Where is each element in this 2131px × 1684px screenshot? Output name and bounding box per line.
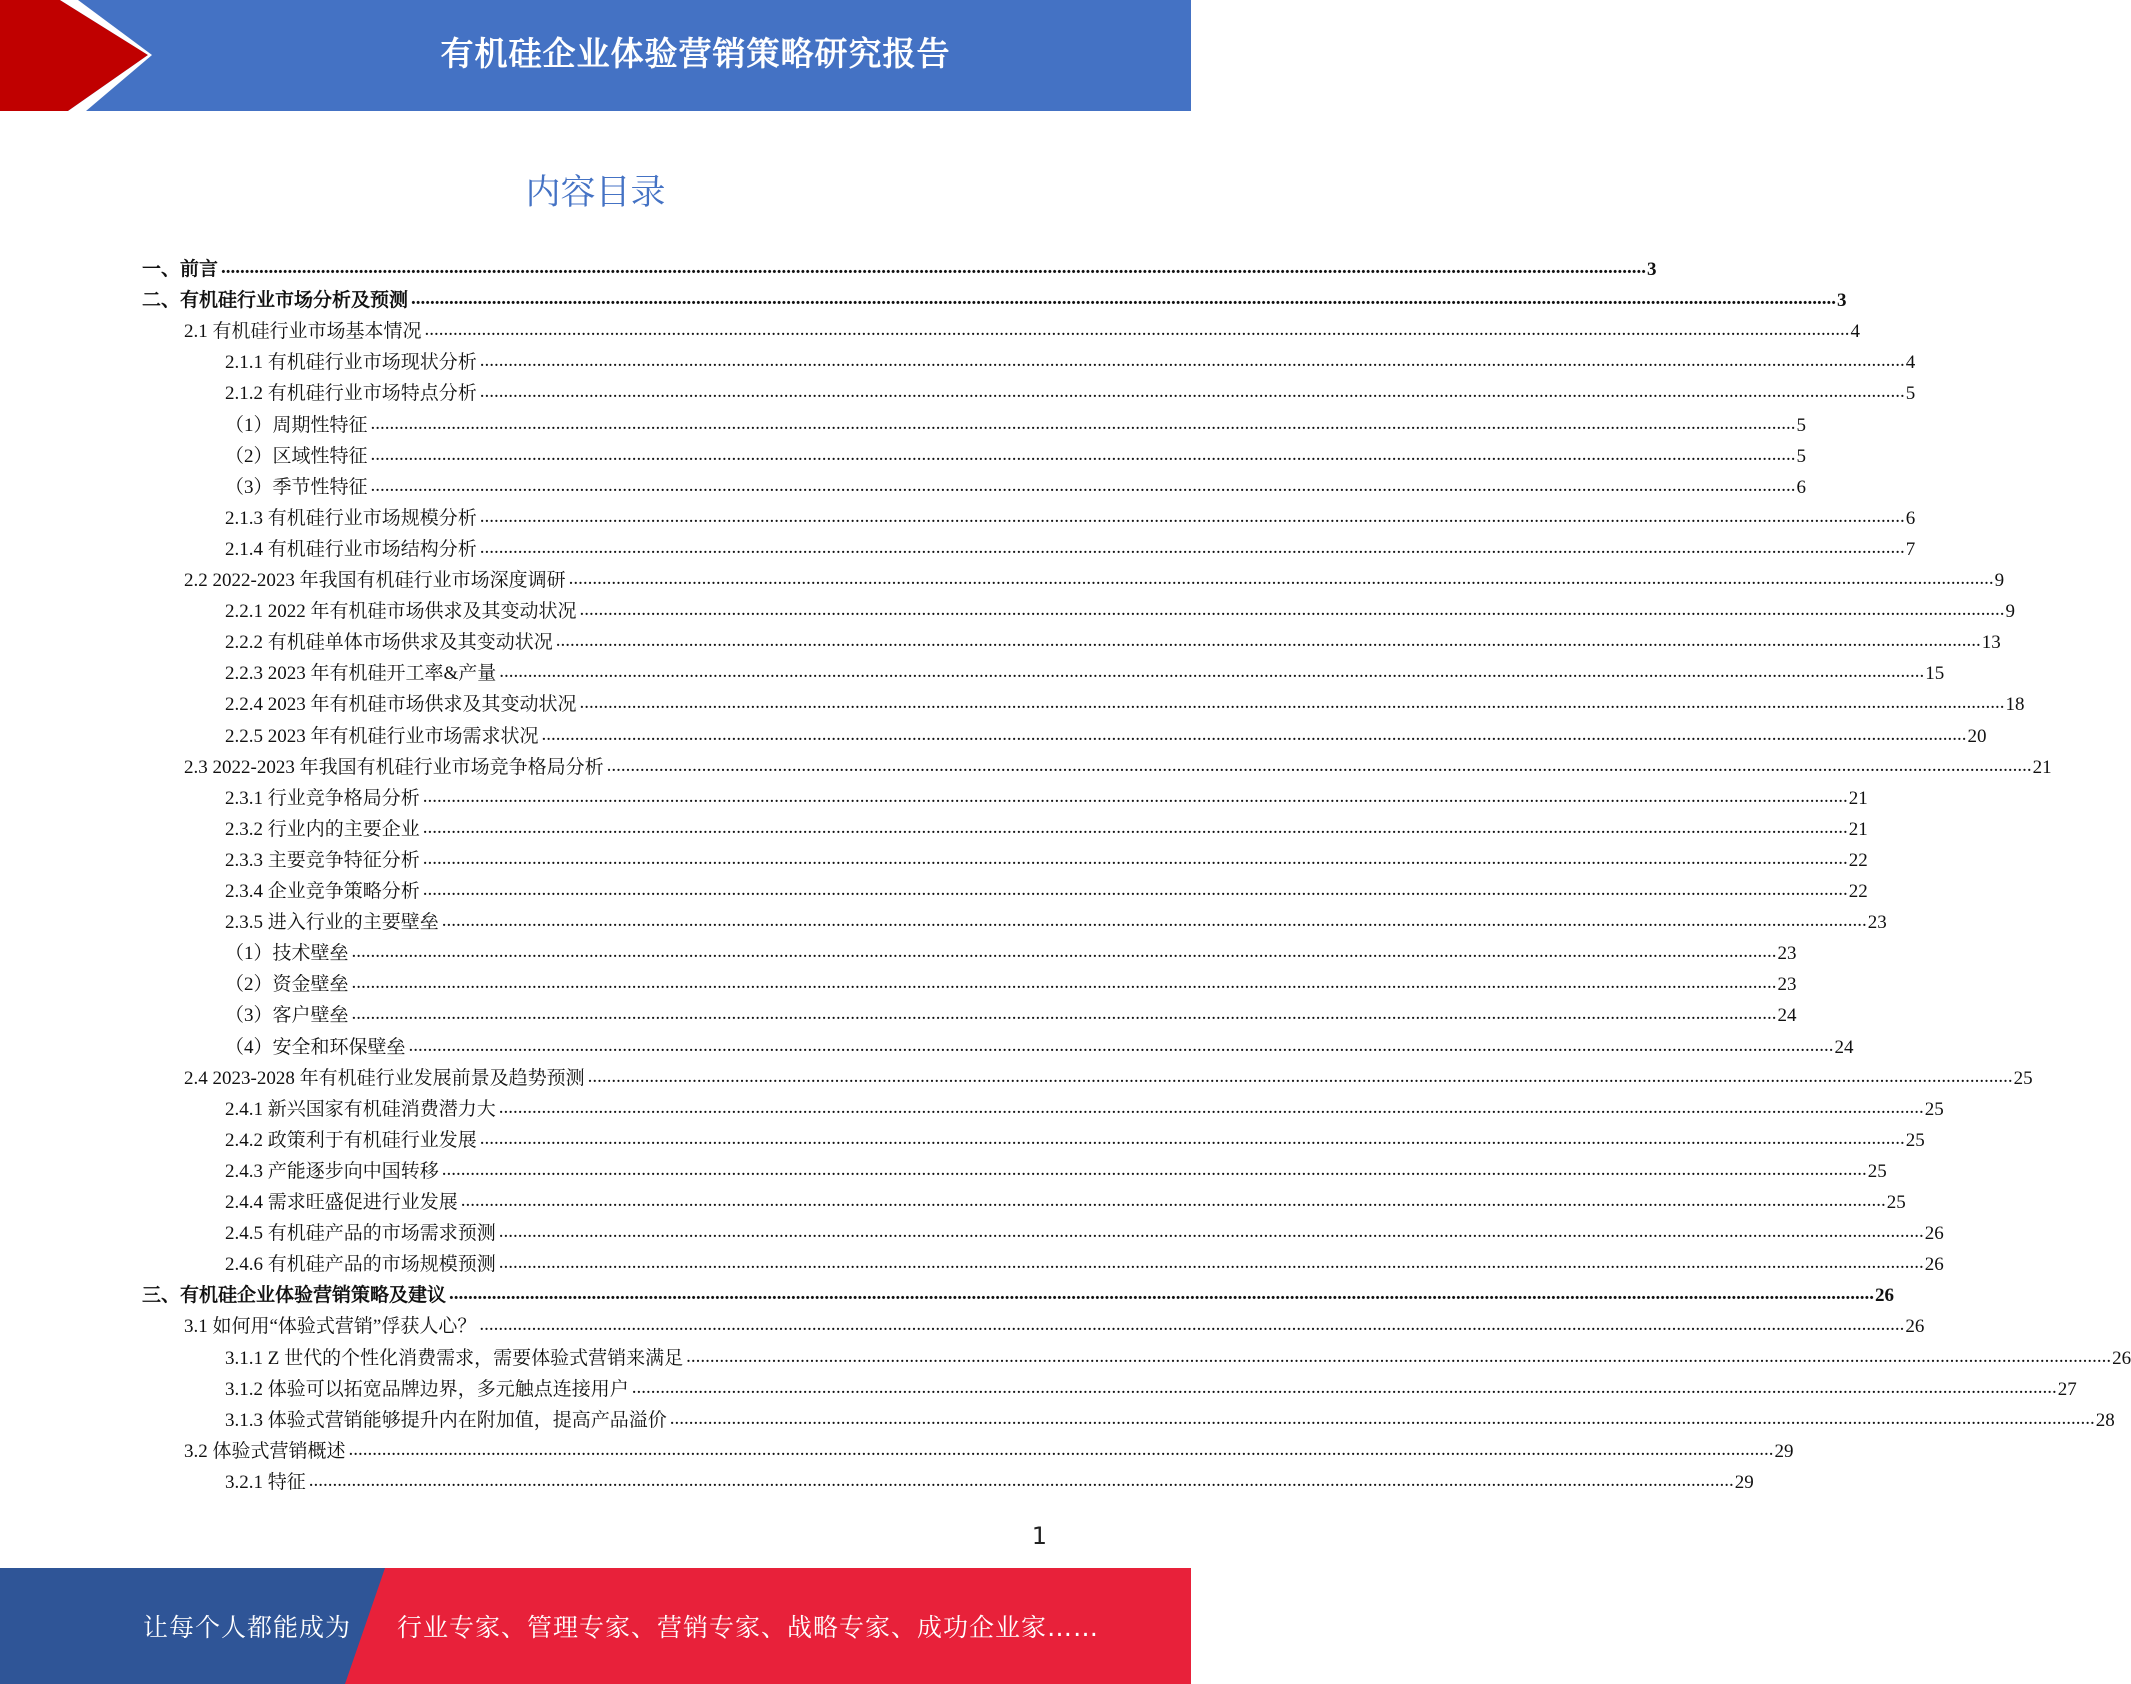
toc-entry-title: （3）季节性特征 (225, 477, 368, 498)
toc-entry[interactable] (225, 378, 1916, 409)
toc-entry-page: 29 (1774, 1441, 1794, 1462)
toc-leader-dots: ............................................................................................................................................................................................................................................................................................................ (498, 1252, 1924, 1273)
toc-entry-page: 4 (1850, 321, 1861, 342)
toc-leader-dots: ............................................................................................................................................................................................................................................................................................................ (411, 288, 1837, 309)
toc-entry-page: 29 (1734, 1472, 1754, 1493)
toc-entry-page: 23 (1777, 943, 1797, 964)
toc-entry-title: 2.1.3 有机硅行业市场规模分析 (225, 508, 477, 529)
toc-entry[interactable] (225, 783, 1868, 814)
toc-entry-page: 13 (1981, 632, 2001, 653)
toc-entry[interactable] (225, 969, 1797, 1000)
toc-entry-title: （4）安全和环保壁垒 (225, 1037, 406, 1058)
toc-leader-dots: ............................................................................................................................................................................................................................................................................................................ (669, 1408, 2095, 1429)
toc-leader-dots: ............................................................................................................................................................................................................................................................................................................ (499, 661, 1925, 682)
toc-leader-dots: ............................................................................................................................................................................................................................................................................................................ (606, 755, 2032, 776)
toc-entry-title: 一、前言 (142, 259, 219, 280)
toc-entry-page: 24 (1777, 1005, 1797, 1026)
toc-entry-title: 2.3.4 企业竞争策略分析 (225, 881, 420, 902)
toc-leader-dots: ............................................................................................................................................................................................................................................................................................................ (441, 910, 1867, 931)
toc-leader-dots: ............................................................................................................................................................................................................................................................................................................ (370, 444, 1796, 465)
toc-entry[interactable] (225, 814, 1868, 845)
toc-entry-page: 25 (1867, 1161, 1887, 1182)
toc-leader-dots: ............................................................................................................................................................................................................................................................................................................ (686, 1346, 2112, 1367)
toc-entry[interactable] (142, 285, 1847, 316)
toc-entry[interactable] (184, 1311, 1925, 1342)
toc-entry-page: 25 (1886, 1192, 1906, 1213)
toc-entry-page: 18 (2005, 694, 2025, 715)
toc-entry-page: 6 (1796, 477, 1807, 498)
toc-entry-page: 6 (1905, 508, 1916, 529)
toc-entry-title: 2.1 有机硅行业市场基本情况 (184, 321, 422, 342)
toc-entry[interactable] (225, 1343, 2131, 1374)
toc-entry-page: 9 (2005, 601, 2016, 622)
toc-entry[interactable] (225, 534, 1916, 565)
footer-roles: 行业专家、管理专家、营销专家、战略专家、成功企业家…… (397, 1613, 1100, 1642)
toc-leader-dots: ............................................................................................................................................................................................................................................................................................................ (308, 1470, 1734, 1491)
toc-entry-page: 26 (1905, 1316, 1925, 1337)
toc-entry[interactable] (225, 1000, 1797, 1031)
toc-entry-page: 21 (1848, 788, 1868, 809)
toc-leader-dots: ............................................................................................................................................................................................................................................................................................................ (479, 537, 1905, 558)
toc-entry[interactable] (225, 1218, 1944, 1249)
toc-leader-dots: ............................................................................................................................................................................................................................................................................................................ (441, 1159, 1867, 1180)
toc-entry-page: 9 (1994, 570, 2005, 591)
toc-entry-title: （1）周期性特征 (225, 415, 368, 436)
toc-entry-page: 28 (2095, 1410, 2115, 1431)
toc-entry-page: 25 (2013, 1068, 2033, 1089)
toc-entry[interactable] (225, 1156, 1887, 1187)
toc-entry[interactable] (184, 1063, 2033, 1094)
toc-entry-title: 二、有机硅行业市场分析及预测 (142, 290, 409, 311)
toc-entry[interactable] (225, 1467, 1754, 1498)
toc-entry-title: （1）技术壁垒 (225, 943, 349, 964)
toc-entry-title: 2.4.2 政策利于有机硅行业发展 (225, 1130, 477, 1151)
toc-entry-page: 26 (1875, 1285, 1895, 1306)
toc-entry-title: 2.2.1 2022 年有机硅市场供求及其变动状况 (225, 601, 577, 622)
toc-entry[interactable] (225, 410, 1807, 441)
toc-leader-dots: ............................................................................................................................................................................................................................................................................................................ (221, 257, 1647, 278)
toc-entry-page: 26 (2112, 1348, 2131, 1369)
toc-entry[interactable] (225, 1094, 1944, 1125)
toc-entry-page: 26 (1924, 1223, 1944, 1244)
toc-leader-dots: ............................................................................................................................................................................................................................................................................................................ (408, 1035, 1834, 1056)
toc-entry-title: （3）客户壁垒 (225, 1005, 349, 1026)
toc-entry-page: 22 (1848, 881, 1868, 902)
toc-entry-title: 2.2.2 有机硅单体市场供求及其变动状况 (225, 632, 553, 653)
toc-leader-dots: ............................................................................................................................................................................................................................................................................................................ (351, 941, 1777, 962)
toc-entry[interactable] (225, 627, 2001, 658)
toc-entry[interactable] (225, 1249, 1944, 1280)
toc-entry[interactable] (184, 316, 1861, 347)
toc-entry-title: 2.2.4 2023 年有机硅市场供求及其变动状况 (225, 694, 577, 715)
toc-leader-dots: ............................................................................................................................................................................................................................................................................................................ (479, 350, 1905, 371)
toc-entry[interactable] (225, 1125, 1925, 1156)
toc-entry-page: 26 (1924, 1254, 1944, 1275)
toc-leader-dots: ............................................................................................................................................................................................................................................................................................................ (587, 1066, 2013, 1087)
toc-entry-page: 3 (1647, 259, 1657, 280)
toc-entry-page: 27 (2057, 1379, 2077, 1400)
toc-entry-title: 2.1.2 有机硅行业市场特点分析 (225, 383, 477, 404)
report-header (0, 0, 1191, 111)
toc-entry-title: 2.4 2023-2028 年有机硅行业发展前景及趋势预测 (184, 1068, 585, 1089)
toc-entry[interactable] (225, 938, 1797, 969)
toc-heading: 内容目录 (525, 173, 666, 213)
toc-leader-dots: ............................................................................................................................................................................................................................................................................................................ (460, 1190, 1886, 1211)
toc-leader-dots: ............................................................................................................................................................................................................................................................................................................ (479, 1314, 1905, 1335)
toc-entry[interactable] (225, 1374, 2077, 1405)
toc-entry-title: 2.4.5 有机硅产品的市场需求预测 (225, 1223, 496, 1244)
toc-entry[interactable] (225, 596, 2016, 627)
report-title: 有机硅企业体验营销策略研究报告 (440, 34, 951, 73)
toc-entry-title: 2.2.5 2023 年有机硅行业市场需求状况 (225, 726, 539, 747)
toc-entry[interactable] (142, 254, 1657, 285)
toc-leader-dots: ............................................................................................................................................................................................................................................................................................................ (555, 630, 1981, 651)
toc-entry-title: 3.1.3 体验式营销能够提升内在附加值，提高产品溢价 (225, 1410, 667, 1431)
toc-entry-page: 5 (1796, 415, 1807, 436)
toc-leader-dots: ............................................................................................................................................................................................................................................................................................................ (422, 879, 1848, 900)
toc-leader-dots: ............................................................................................................................................................................................................................................................................................................ (370, 413, 1796, 434)
toc-leader-dots: ............................................................................................................................................................................................................................................................................................................ (579, 599, 2005, 620)
toc-entry[interactable] (225, 721, 1987, 752)
toc-entry-page: 25 (1905, 1130, 1925, 1151)
toc-entry-title: 2.4.4 需求旺盛促进行业发展 (225, 1192, 458, 1213)
toc-entry-page: 21 (2032, 757, 2052, 778)
toc-leader-dots: ............................................................................................................................................................................................................................................................................................................ (631, 1377, 2057, 1398)
toc-leader-dots: ............................................................................................................................................................................................................................................................................................................ (479, 506, 1905, 527)
toc-leader-dots: ............................................................................................................................................................................................................................................................................................................ (498, 1097, 1924, 1118)
toc-leader-dots: ............................................................................................................................................................................................................................................................................................................ (479, 381, 1905, 402)
toc-entry-title: 三、有机硅企业体验营销策略及建议 (142, 1285, 447, 1306)
toc-entry[interactable] (225, 503, 1916, 534)
toc-leader-dots: ............................................................................................................................................................................................................................................................................................................ (422, 848, 1848, 869)
toc-entry[interactable] (225, 876, 1868, 907)
toc-entry-page: 20 (1967, 726, 1987, 747)
footer-slogan: 让每个人都能成为 (143, 1613, 352, 1642)
footer-banner (0, 1568, 1191, 1684)
toc-entry-page: 25 (1924, 1099, 1944, 1120)
toc-entry-title: 3.1 如何用“体验式营销”俘获人心？ (184, 1316, 477, 1337)
toc-leader-dots: ............................................................................................................................................................................................................................................................................................................ (370, 475, 1796, 496)
toc-entry-title: 2.2.3 2023 年有机硅开工率&产量 (225, 663, 497, 684)
toc-leader-dots: ............................................................................................................................................................................................................................................................................................................ (348, 1439, 1774, 1460)
toc-leader-dots: ............................................................................................................................................................................................................................................................................................................ (479, 1128, 1905, 1149)
toc-entry-title: 2.3.5 进入行业的主要壁垒 (225, 912, 439, 933)
toc-entry-page: 15 (1925, 663, 1945, 684)
toc-entry-page: 23 (1777, 974, 1797, 995)
toc-entry-page: 4 (1905, 352, 1916, 373)
toc-entry[interactable] (184, 565, 2005, 596)
toc-leader-dots: ............................................................................................................................................................................................................................................................................................................ (579, 692, 2005, 713)
toc-entry[interactable] (225, 472, 1807, 503)
toc-entry-title: 2.2 2022-2023 年我国有机硅行业市场深度调研 (184, 570, 566, 591)
toc-entry-title: 2.3 2022-2023 年我国有机硅行业市场竞争格局分析 (184, 757, 604, 778)
toc-entry[interactable] (184, 752, 2052, 783)
toc-entry[interactable] (225, 907, 1887, 938)
toc-entry[interactable] (225, 658, 1945, 689)
toc-leader-dots: ............................................................................................................................................................................................................................................................................................................ (498, 1221, 1924, 1242)
toc-entry-page: 5 (1796, 446, 1807, 467)
toc-entry-title: 3.2.1 特征 (225, 1472, 306, 1493)
toc-entry-title: （2）资金壁垒 (225, 974, 349, 995)
toc-leader-dots: ............................................................................................................................................................................................................................................................................................................ (449, 1283, 1875, 1304)
toc-entry-page: 24 (1834, 1037, 1854, 1058)
toc-entry[interactable] (225, 347, 1916, 378)
toc-entry-title: 2.3.3 主要竞争特征分析 (225, 850, 420, 871)
toc-entry-page: 21 (1848, 819, 1868, 840)
toc-leader-dots: ............................................................................................................................................................................................................................................................................................................ (541, 724, 1967, 745)
toc-entry[interactable] (225, 1032, 1854, 1063)
toc-leader-dots: ............................................................................................................................................................................................................................................................................................................ (568, 568, 1994, 589)
toc-entry-title: 3.1.2 体验可以拓宽品牌边界，多元触点连接用户 (225, 1379, 629, 1400)
toc-entry-title: 2.4.6 有机硅产品的市场规模预测 (225, 1254, 496, 1275)
toc-entry-page: 3 (1837, 290, 1847, 311)
toc-entry-title: 2.1.1 有机硅行业市场现状分析 (225, 352, 477, 373)
toc-entry-page: 23 (1867, 912, 1887, 933)
toc-entry-title: 2.4.1 新兴国家有机硅消费潜力大 (225, 1099, 496, 1120)
toc-leader-dots: ............................................................................................................................................................................................................................................................................................................ (351, 972, 1777, 993)
toc-entry-title: （2）区域性特征 (225, 446, 368, 467)
toc-entry[interactable] (225, 845, 1868, 876)
page-number: 1 (1031, 1522, 1047, 1550)
toc-entry[interactable] (225, 689, 2025, 720)
toc-entry-title: 2.3.2 行业内的主要企业 (225, 819, 420, 840)
toc-leader-dots: ............................................................................................................................................................................................................................................................................................................ (351, 1003, 1777, 1024)
toc-leader-dots: ............................................................................................................................................................................................................................................................................................................ (424, 319, 1850, 340)
toc-entry-page: 7 (1905, 539, 1916, 560)
toc-entry[interactable] (225, 1405, 2115, 1436)
toc-entry[interactable] (225, 441, 1807, 472)
toc-entry[interactable] (225, 1187, 1906, 1218)
toc-entry-title: 2.1.4 有机硅行业市场结构分析 (225, 539, 477, 560)
toc-entry-title: 2.3.1 行业竞争格局分析 (225, 788, 420, 809)
toc-entry-title: 2.4.3 产能逐步向中国转移 (225, 1161, 439, 1182)
toc-entry-title: 3.1.1 Z 世代的个性化消费需求，需要体验式营销来满足 (225, 1348, 684, 1369)
toc-entry-page: 22 (1848, 850, 1868, 871)
toc-leader-dots: ............................................................................................................................................................................................................................................................................................................ (422, 817, 1848, 838)
toc-entry[interactable] (184, 1436, 1794, 1467)
toc-entry-page: 5 (1905, 383, 1916, 404)
toc-leader-dots: ............................................................................................................................................................................................................................................................................................................ (422, 786, 1848, 807)
toc-entry[interactable] (142, 1280, 1895, 1311)
toc-entry-title: 3.2 体验式营销概述 (184, 1441, 346, 1462)
